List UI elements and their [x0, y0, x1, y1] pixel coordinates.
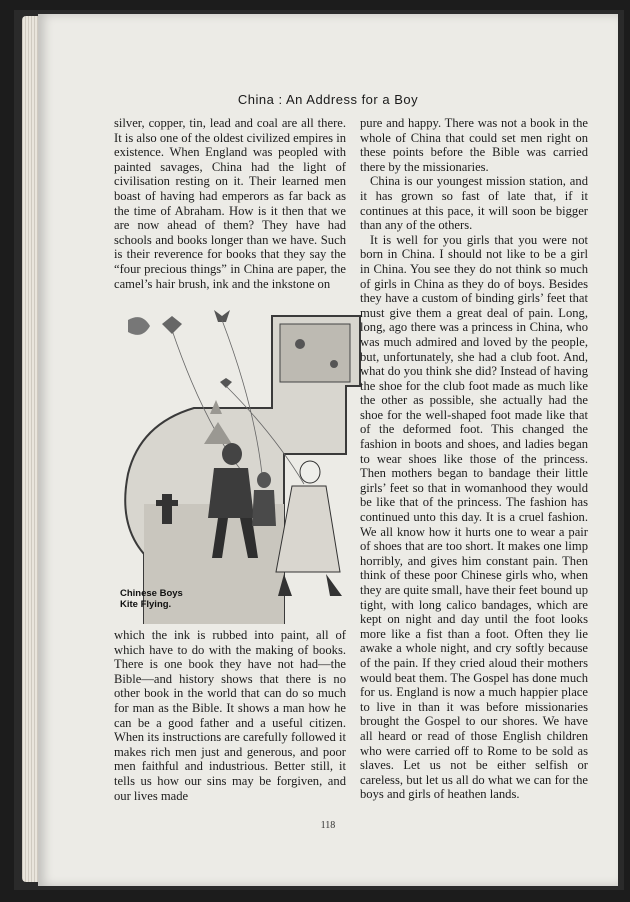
child-robe-icon — [276, 486, 340, 572]
boy-body-icon — [208, 468, 254, 518]
paragraph: which the ink is rubbed into paint, all of which have to do with the making of books. There is one book they have not had—the Bible—and history shows that there is no other book in the world that can do so much for man as the Bible. It shows a man how he can be a good father and a useful citizen. When its instructions are carefully followed it makes rich men just and generous, and poor men faithful and industrious. Better still, it tells us how our sins may be forgiven, and our lives made — [114, 628, 346, 803]
page-number: 118 — [320, 820, 336, 831]
book-page — [38, 14, 618, 886]
paragraph: silver, copper, tin, lead and coal are all there. It is also one of the oldest civilized empires in existence. When England was peopled with painted savages, China had the light of civilisation resting on it. Their learned men boast of having had emperors as far back as the time of Abraham. How is it then that we are now ahead of them? They have had schools and books longer than we have. Such is their reverence for books that they say the “four precious things” in China are paper, the camel’s hair brush, ink and the inkstone on — [114, 116, 346, 291]
paragraph: China is our youngest mission station, and it has grown so fast of late that, if it continues at this pace, it will soon be bigger than any of the others. — [360, 174, 588, 233]
kite-dot — [295, 339, 305, 349]
bird-kite-icon — [128, 317, 150, 335]
paragraph: It is well for you girls that you were not born in China. I should not like to be a girl in China. You see they do not think so much of girls in China as they do of boys. Besides they have a custom of binding girls’ feet that must give them a great deal of pain. Long, long, ago there was a princess in China, who was much admired and loved by the people, but, unfortunately, she had a club foot. And, what do you think she did? Instead of having the shoe for the club foot made as much like the other as possible, she actually had the shoe for the well-shaped foot made like that of the deformed foot. This changed the fashion in boots and shoes, and ladies began to wear shoes like those of the princess. Then mothers began to bandage their little girls’ feet so that in womanhood they would be like that of the princess. The fashion has continued unto this day. It is a cruel fashion. We all know how it hurts one to wear a pair of shoes that are too short. It makes one limp horribly, and gives him constant pain. Then think of these poor Chinese girls who, when they are quite small, have their feet bound up tight, with long calico bandages, which are kept on night and day until the foot looks more like a fist than a foot. Often they lie awake a whole night, and cry softly because of the pain. If they cried aloud their mothers would beat them. The Gospel has done much for us. England is now a much happier place to live in than it was before missionaries brought the Gospel to our shores. We have all heard or read of those English children who were carried off to Rome to be sold as slaves. Let us not be either selfish or careless, but let us all do what we can for the boys and girls of heathen lands. — [360, 232, 588, 802]
kite-flying-illustration — [114, 304, 362, 624]
left-column-top — [114, 116, 346, 291]
butterfly-kite-icon — [162, 316, 182, 334]
illustration-caption: Chinese Boys Kite Flying. — [120, 588, 183, 610]
child-feet-icon — [278, 574, 342, 596]
right-column — [360, 116, 588, 802]
kite-panel — [280, 324, 350, 382]
kite-dot — [330, 360, 338, 368]
left-column-bottom — [114, 628, 346, 803]
boy-head-icon — [222, 443, 242, 465]
child-head-icon — [300, 461, 320, 483]
illustration-drawing — [114, 304, 362, 624]
far-boy-body-icon — [252, 490, 276, 526]
running-head: China : An Address for a Boy — [237, 92, 419, 107]
paragraph: pure and happy. There was not a book in the whole of China that could set men right on these points before the Bible was carried there by the missionaries. — [360, 116, 588, 174]
far-boy-head-icon — [257, 472, 271, 488]
